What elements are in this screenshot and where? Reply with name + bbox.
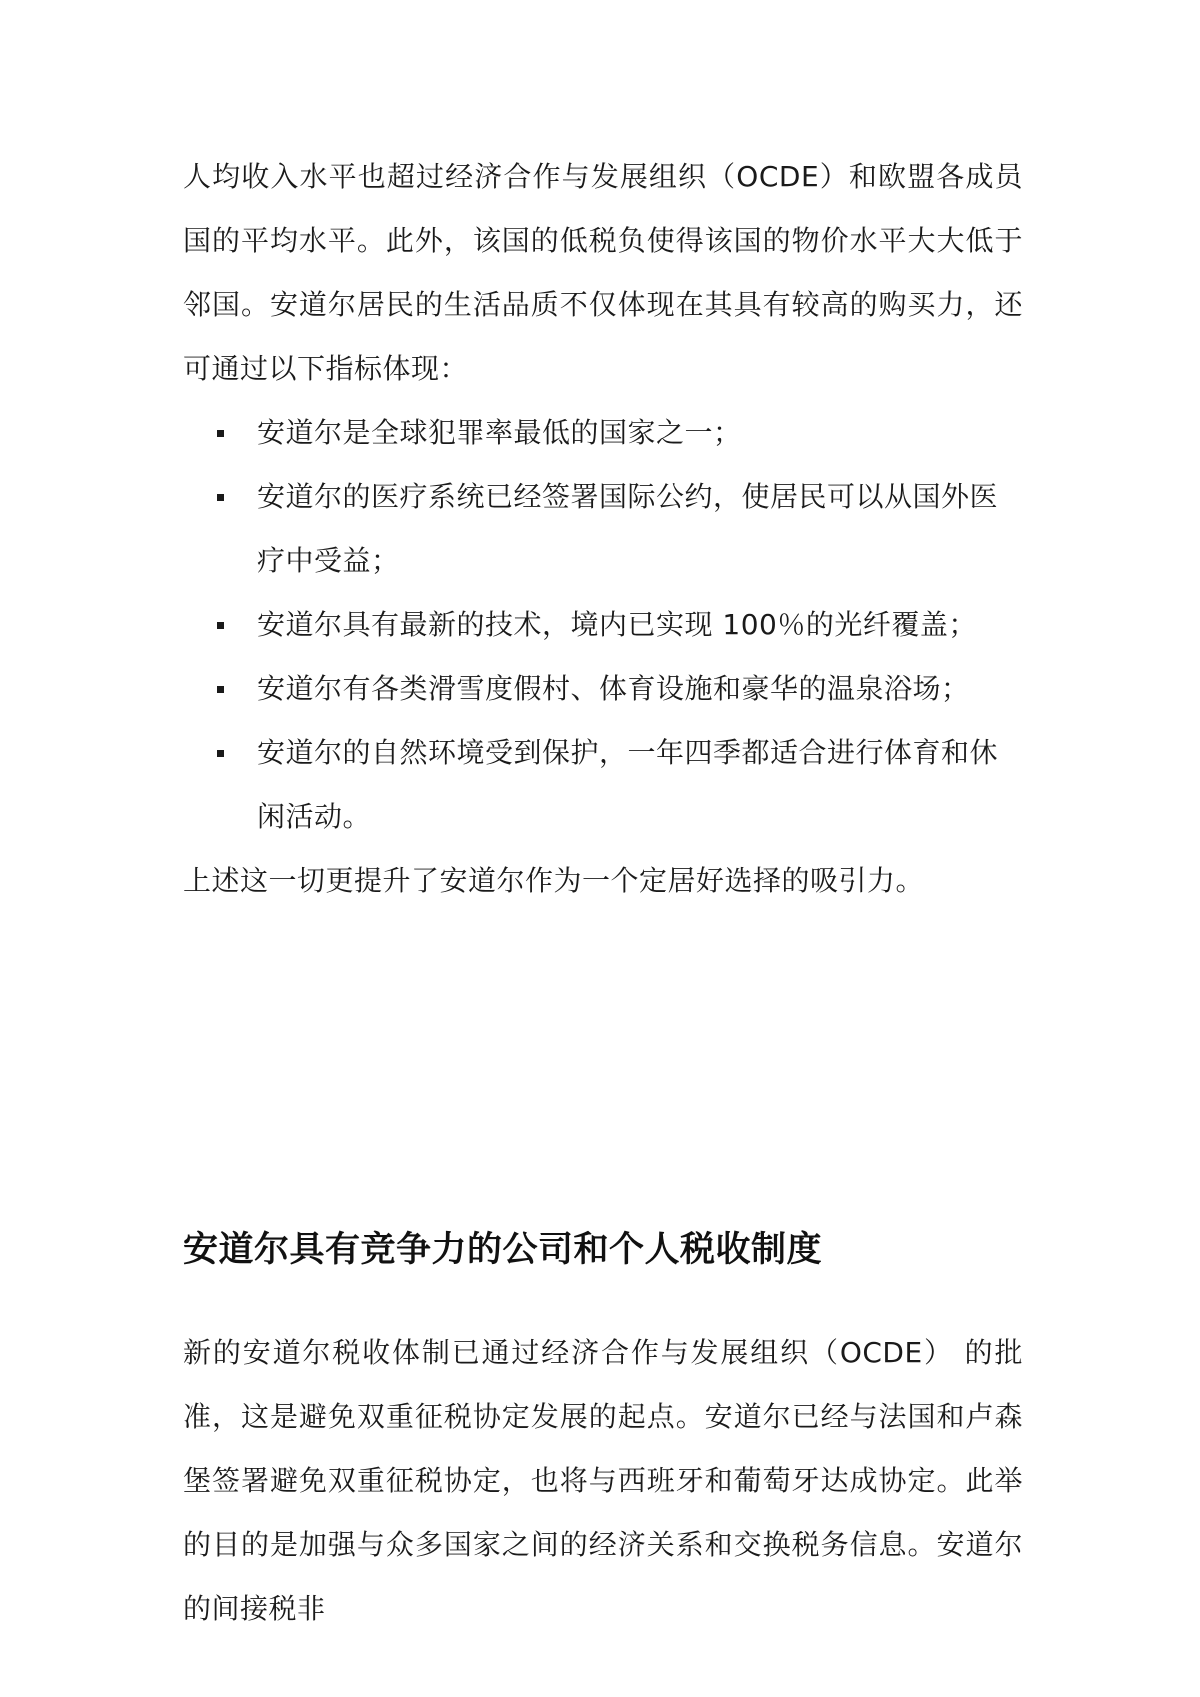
intro-paragraph: 人均收入水平也超过经济合作与发展组织（OCDE）和欧盟各成员国的平均水平。此外，该国的低税负使得该国的物价水平大大低于邻国。安道尔居民的生活品质不仅体现在其具有较高的购买力，还可通过以下指标体现： — [183, 160, 1023, 385]
list-item — [183, 465, 1023, 593]
square-bullet-icon — [217, 430, 224, 437]
list-item-text: 安道尔具有最新的技术，境内已实现 100％的光纤覆盖； — [257, 608, 977, 641]
feature-list — [183, 401, 1023, 849]
list-item — [183, 721, 1023, 849]
section-paragraph: 新的安道尔税收体制已通过经济合作与发展组织（OCDE） 的批准，这是避免双重征税协定发展的起点。安道尔已经与法国和卢森堡签署避免双重征税协定，也将与西班牙和葡萄牙达成协定。此举的目的是加强与众多国家之间的经济关系和交换税务信息。安道尔的间接税非 — [183, 1336, 1023, 1625]
list-item-text: 安道尔的医疗系统已经签署国际公约，使居民可以从国外医疗中受益； — [257, 480, 999, 577]
square-bullet-icon — [217, 750, 224, 757]
list-item — [183, 593, 1023, 657]
tax-section — [183, 1225, 1023, 1641]
list-item — [183, 657, 1023, 721]
section-heading: 安道尔具有竞争力的公司和个人税收制度 — [183, 1230, 823, 1270]
list-item-text: 安道尔的自然环境受到保护，一年四季都适合进行体育和休闲活动。 — [257, 736, 999, 833]
page-content — [183, 145, 1023, 913]
square-bullet-icon — [217, 686, 224, 693]
list-item-text: 安道尔是全球犯罪率最低的国家之一； — [257, 416, 742, 449]
list-item — [183, 401, 1023, 465]
conclusion-paragraph: 上述这一切更提升了安道尔作为一个定居好选择的吸引力。 — [183, 864, 925, 897]
square-bullet-icon — [217, 494, 224, 501]
list-item-text: 安道尔有各类滑雪度假村、体育设施和豪华的温泉浴场； — [257, 672, 970, 705]
square-bullet-icon — [217, 622, 224, 629]
